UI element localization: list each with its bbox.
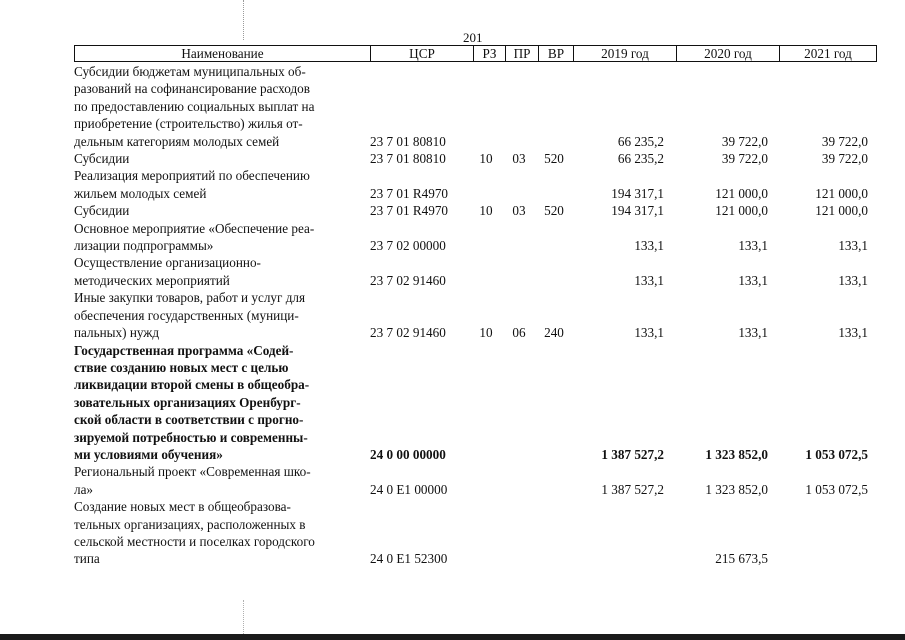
row-name-line: разований на софинансирование расходов xyxy=(74,81,311,97)
cell-2021: 39 722,0 xyxy=(821,133,868,149)
table-row xyxy=(74,202,874,219)
row-name-line: жильем молодых семей xyxy=(74,185,207,201)
cell-csr: 23 7 02 91460 xyxy=(370,272,446,288)
row-name-line: тельных организациях, расположенных в xyxy=(74,516,306,532)
table-body xyxy=(74,63,874,568)
row-name-line: Осуществление организационно- xyxy=(74,255,261,271)
cell-2021: 39 722,0 xyxy=(821,151,868,167)
cell-2019: 194 317,1 xyxy=(611,203,664,219)
table-row xyxy=(74,150,874,167)
row-name-line: Создание новых мест в общеобразова- xyxy=(74,499,291,515)
cell-2020: 1 323 852,0 xyxy=(705,481,768,497)
cell-2020: 133,1 xyxy=(738,272,768,288)
cell-csr: 23 7 01 80810 xyxy=(370,133,446,149)
row-name xyxy=(74,289,364,341)
cell-2019: 133,1 xyxy=(634,325,664,341)
cell-csr: 23 7 01 R4970 xyxy=(370,203,449,219)
cell-vr: 520 xyxy=(544,203,564,219)
cell-2021: 1 053 072,5 xyxy=(805,481,868,497)
cell-2021: 133,1 xyxy=(838,238,868,254)
cell-vr: 520 xyxy=(544,151,564,167)
cell-2019: 133,1 xyxy=(634,238,664,254)
header-pr: ПР xyxy=(505,45,538,62)
row-name xyxy=(74,463,364,498)
row-name-line: пальных) нужд xyxy=(74,325,160,341)
scan-margin-mark-bottom xyxy=(243,600,245,634)
cell-pr: 06 xyxy=(512,325,526,341)
row-name-line: Региональный проект «Современная шко- xyxy=(74,464,311,480)
row-name-line: ми условиями обучения» xyxy=(74,446,223,462)
row-name-line: Субсидии xyxy=(74,203,130,219)
row-name-line: Реализация мероприятий по обеспечению xyxy=(74,168,310,184)
cell-2021: 121 000,0 xyxy=(815,203,868,219)
row-name-line: типа xyxy=(74,551,100,567)
table-row xyxy=(74,167,874,202)
cell-2019: 1 387 527,2 xyxy=(601,481,664,497)
header-csr: ЦСР xyxy=(370,45,473,62)
row-name-line: по предоставлению социальных выплат на xyxy=(74,98,315,114)
cell-csr: 24 0 00 00000 xyxy=(370,446,446,462)
cell-2020: 121 000,0 xyxy=(715,185,768,201)
row-name-line: зовательных организациях Оренбург- xyxy=(74,394,301,410)
row-name-line: Субсидии xyxy=(74,151,130,167)
row-name-line: методических мероприятий xyxy=(74,272,230,288)
row-name-line: ствие созданию новых мест с целью xyxy=(74,359,289,375)
row-name xyxy=(74,167,364,202)
row-name-line: приобретение (строительство) жилья от- xyxy=(74,116,303,132)
table-row xyxy=(74,289,874,341)
scan-margin-mark-top xyxy=(243,0,245,40)
row-name-line: лизации подпрограммы» xyxy=(74,238,214,254)
header-name: Наименование xyxy=(74,45,370,62)
cell-vr: 240 xyxy=(544,325,564,341)
row-name-line: Субсидии бюджетам муниципальных об- xyxy=(74,64,306,79)
cell-2020: 39 722,0 xyxy=(721,151,768,167)
row-name xyxy=(74,498,364,568)
header-rz: РЗ xyxy=(473,45,505,62)
row-name-line: Государственная программа «Содей- xyxy=(74,342,294,358)
cell-2019: 1 387 527,2 xyxy=(601,446,664,462)
cell-2020: 1 323 852,0 xyxy=(705,446,768,462)
cell-2021: 133,1 xyxy=(838,325,868,341)
table-row xyxy=(74,498,874,568)
cell-2021: 121 000,0 xyxy=(815,185,868,201)
cell-2020: 121 000,0 xyxy=(715,203,768,219)
cell-2020: 133,1 xyxy=(738,238,768,254)
row-name-line: Основное мероприятие «Обеспечение реа- xyxy=(74,220,315,236)
header-2020: 2020 год xyxy=(676,45,779,62)
row-name xyxy=(74,220,364,255)
row-name-line: ской области в соответствии с прогно- xyxy=(74,412,304,428)
cell-pr: 03 xyxy=(512,203,526,219)
row-name-line: ликвидации второй смены в общеобра- xyxy=(74,377,310,393)
cell-2020: 39 722,0 xyxy=(721,133,768,149)
cell-csr: 23 7 02 00000 xyxy=(370,238,446,254)
table-row xyxy=(74,254,874,289)
row-name-line: ла» xyxy=(74,481,94,497)
table-row xyxy=(74,463,874,498)
cell-2021: 133,1 xyxy=(838,272,868,288)
cell-csr: 24 0 E1 00000 xyxy=(370,481,448,497)
table-row xyxy=(74,63,874,150)
header-2019: 2019 год xyxy=(573,45,676,62)
row-name-line: зируемой потребностью и современны- xyxy=(74,429,308,445)
cell-2019: 66 235,2 xyxy=(617,151,664,167)
cell-csr: 24 0 E1 52300 xyxy=(370,551,448,567)
cell-2021: 1 053 072,5 xyxy=(805,446,868,462)
cell-rz: 10 xyxy=(479,151,493,167)
scan-bottom-edge xyxy=(0,634,905,640)
cell-2020: 215 673,5 xyxy=(715,551,768,567)
row-name-line: Иные закупки товаров, работ и услуг для xyxy=(74,290,306,306)
row-name-line: обеспечения государственных (муници- xyxy=(74,307,299,323)
cell-csr: 23 7 01 R4970 xyxy=(370,185,449,201)
cell-rz: 10 xyxy=(479,203,493,219)
row-name xyxy=(74,63,364,150)
table-header xyxy=(74,45,877,62)
table-row xyxy=(74,342,874,464)
row-name-line: сельской местности и поселках городского xyxy=(74,533,315,549)
page-number: 201 xyxy=(463,30,483,45)
header-2021: 2021 год xyxy=(779,45,877,62)
table-row xyxy=(74,220,874,255)
cell-2019: 133,1 xyxy=(634,272,664,288)
row-name xyxy=(74,254,364,289)
row-name-line: дельным категориям молодых семей xyxy=(74,133,280,149)
cell-csr: 23 7 02 91460 xyxy=(370,325,446,341)
cell-pr: 03 xyxy=(512,151,526,167)
row-name xyxy=(74,342,364,464)
cell-rz: 10 xyxy=(479,325,493,341)
row-name xyxy=(74,150,364,167)
row-name xyxy=(74,202,364,219)
cell-2020: 133,1 xyxy=(738,325,768,341)
header-vr: ВР xyxy=(538,45,573,62)
cell-2019: 66 235,2 xyxy=(617,133,664,149)
cell-2019: 194 317,1 xyxy=(611,185,664,201)
cell-csr: 23 7 01 80810 xyxy=(370,151,446,167)
